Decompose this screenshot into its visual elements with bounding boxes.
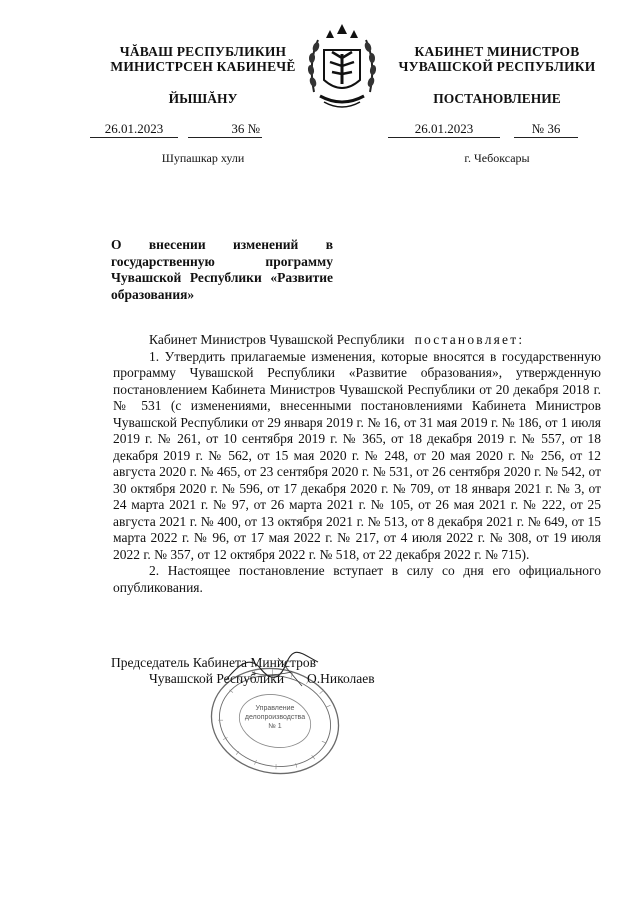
document-body bbox=[113, 332, 601, 596]
left-place: Шупашкар хули bbox=[161, 151, 245, 165]
stamp-line1: Управление bbox=[255, 705, 295, 712]
right-date-number bbox=[388, 121, 578, 138]
signature-name: О.Николаев bbox=[307, 671, 375, 686]
left-date: 26.01.2023 bbox=[90, 121, 178, 138]
stamp-line3: № 1 bbox=[268, 723, 282, 730]
signature-line2: Чувашской Республики bbox=[149, 671, 285, 686]
header-right-line2: ЧУВАШСКОЙ РЕСПУБЛИКИ bbox=[398, 59, 596, 74]
intro-prefix: Кабинет Министров Чувашской Республики bbox=[149, 332, 405, 347]
intro-paragraph bbox=[113, 332, 601, 349]
left-number: 36 № bbox=[188, 121, 262, 138]
handwritten-signature-icon bbox=[222, 650, 322, 690]
header-left-line2: МИНИСТРСЕН КАБИНЕЧĚ bbox=[110, 59, 296, 74]
intro-spaced: постановляет: bbox=[414, 332, 525, 347]
header-right bbox=[392, 44, 602, 74]
stamp-center bbox=[240, 704, 310, 731]
left-date-number bbox=[90, 121, 262, 138]
header-right-line1: КАБИНЕТ МИНИСТРОВ bbox=[414, 44, 580, 59]
chuvash-coat-of-arms-icon bbox=[304, 22, 380, 110]
paragraph-2: 2. Настоящее постановление вступает в силу со дня его официального опубликования. bbox=[113, 563, 601, 595]
right-place: г. Чебоксары bbox=[464, 151, 530, 165]
paragraph-1: 1. Утвердить прилагаемые изменения, которые вносятся в государственную программу Чувашской Республики «Развитие образования», утвержденную постановлением Кабинета Министров Чувашской Республики от 20 декабря 2018 г. № 531 (с изменениями, внесенными постановлениями Кабинета Министров Чувашской Республики от 29 января 2019 г. № 16, от 31 мая 2019 г. № 186, от 1 июля 2019 г. № 261, от 10 сентября 2019 г. № 365, от 18 декабря 2019 г. № 557, от 18 декабря 2019 г. № 562, от 15 мая 2020 г. № 248, от 20 мая 2020 г. № 256, от 12 августа 2020 г. № 465, от 23 сентября 2020 г. № 531, от 26 сентября 2020 г. № 542, от 30 октября 2020 г. № 596, от 17 декабря 2020 г. № 709, от 18 января 2021 г. № 3, от 24 марта 2021 г. № 97, от 26 марта 2021 г. № 105, от 26 мая 2021 г. № 222, от 25 августа 2021 г. № 400, от 13 октября 2021 г. № 513, от 8 декабря 2021 г. № 649, от 15 марта 2022 г. № 96, от 17 мая 2022 г. № 217, от 4 июля 2022 г. № 308, от 19 июля 2022 г. № 357, от 12 октября 2022 г. № 518, от 22 декабря 2022 г. № 715). bbox=[113, 348, 601, 562]
right-number: № 36 bbox=[514, 121, 578, 138]
signature-line1: Председатель Кабинета Министров bbox=[111, 655, 316, 670]
document-title: О внесении изменений в государственную программу Чувашской Республики «Развитие образования» bbox=[111, 237, 333, 302]
stamp-line2: делопроизводства bbox=[244, 714, 306, 721]
right-date: 26.01.2023 bbox=[388, 121, 500, 138]
header-left bbox=[98, 44, 308, 74]
right-doc-type: ПОСТАНОВЛЕНИЕ bbox=[433, 91, 561, 106]
header-left-line1: ЧĂВАШ РЕСПУБЛИКИН bbox=[119, 44, 287, 59]
left-doc-type: ЙЫШĂНУ bbox=[168, 91, 238, 106]
